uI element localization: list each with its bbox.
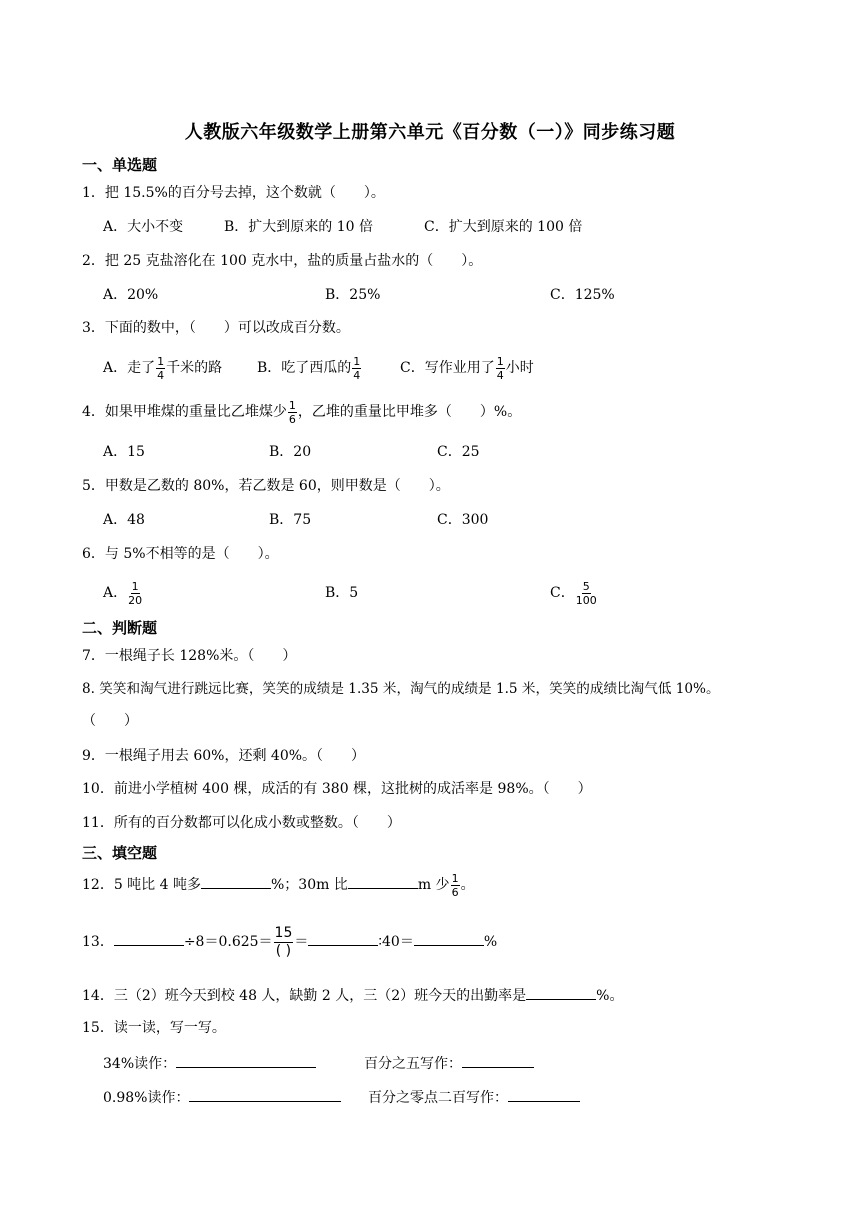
q12-after-blank: m 少 — [417, 877, 450, 893]
q13-text-2: ＝ — [294, 934, 309, 950]
q4-fraction — [288, 400, 297, 425]
answer-blank[interactable] — [176, 1052, 316, 1068]
q6-a-prefix: A． — [103, 585, 128, 601]
fraction-denominator: 6 — [288, 412, 296, 426]
q5-option-c: C．300 — [437, 512, 489, 528]
answer-blank[interactable] — [414, 930, 484, 946]
q3-c-fraction — [496, 356, 505, 381]
fraction-numerator: 1 — [288, 398, 296, 412]
fraction-numerator: 5 — [582, 579, 590, 593]
q4-option-c: C．25 — [437, 444, 480, 460]
q6-c-prefix: C． — [550, 585, 575, 601]
fraction-denominator: 4 — [157, 368, 165, 382]
q12-middle: %；30m 比 — [270, 877, 348, 893]
question-12 — [82, 872, 475, 898]
q15-read-label-1: 34%读作： — [103, 1056, 177, 1072]
question-1: 1．把 15.5%的百分号去掉，这个数就（ ）。 — [82, 185, 385, 201]
q12-fraction — [451, 873, 460, 898]
question-8-line-2: （ ） — [82, 713, 138, 729]
q15-row-1-right — [364, 1052, 534, 1074]
question-2: 2．把 25 克盐溶化在 100 克水中，盐的质量占盐水的（ ）。 — [82, 253, 483, 269]
fraction-numerator: 1 — [157, 354, 165, 368]
question-13 — [82, 922, 497, 962]
fraction-numerator: 1 — [451, 871, 459, 885]
question-8-line-1: 8. 笑笑和淘气进行跳远比赛，笑笑的成绩是 1.35 米，淘气的成绩是 1.5 米，笑笑的成绩比淘气低 10%。 — [82, 681, 720, 697]
q15-row-2-left — [103, 1086, 341, 1108]
fraction-denominator: 100 — [575, 593, 597, 607]
answer-blank[interactable] — [526, 984, 596, 1000]
q6-c-fraction — [576, 581, 597, 606]
q13-text-1: ÷8＝0.625＝ — [183, 934, 273, 950]
answer-blank[interactable] — [189, 1086, 341, 1102]
q3-a-fraction — [156, 356, 165, 381]
q3-c-prefix: C．写作业用了 — [400, 360, 495, 376]
question-9: 9．一根绳子用去 60%，还剩 40%。（ ） — [82, 748, 366, 764]
question-15: 15．读一读，写一写。 — [82, 1020, 226, 1036]
q5-option-a: A．48 — [103, 512, 145, 528]
question-6: 6．与 5%不相等的是（ ）。 — [82, 546, 279, 562]
q4-suffix: ，乙堆的重量比甲堆多（ ）%。 — [297, 404, 522, 420]
q14-suffix: %。 — [596, 988, 624, 1004]
q3-b-fraction — [352, 356, 361, 381]
q14-prefix: 14．三（2）班今天到校 48 人，缺勤 2 人，三（2）班今天的出勤率是 — [82, 988, 527, 1004]
q2-option-c: C．125% — [550, 287, 615, 303]
q3-c-suffix: 小时 — [505, 360, 534, 376]
q2-option-a: A．20% — [103, 287, 159, 303]
q13-text-3: ∶40＝ — [378, 934, 414, 950]
q12-prefix: 12．5 吨比 4 吨多 — [82, 877, 201, 893]
q3-b-prefix: B．吃了西瓜的 — [257, 360, 352, 376]
section-heading-fill-in: 三、填空题 — [82, 844, 158, 862]
q5-option-b: B．75 — [269, 512, 312, 528]
fraction-numerator: 15 — [274, 924, 293, 941]
q2-option-b: B．25% — [325, 287, 381, 303]
fraction-numerator: 1 — [131, 579, 139, 593]
answer-blank[interactable] — [508, 1086, 580, 1102]
q6-option-c — [550, 580, 598, 606]
question-4 — [82, 399, 521, 425]
q1-option-b: B．扩大到原来的 10 倍 — [224, 219, 374, 235]
q1-option-c: C．扩大到原来的 100 倍 — [424, 219, 583, 235]
fraction-numerator: 1 — [353, 354, 361, 368]
q6-option-a — [103, 580, 143, 606]
q1-option-a: A．大小不变 — [103, 219, 184, 235]
question-14 — [82, 984, 623, 1006]
fraction-denominator: 4 — [353, 368, 361, 382]
question-7: 7．一根绳子长 128%米。（ ） — [82, 648, 297, 664]
q15-row-1-left — [103, 1052, 316, 1074]
answer-blank[interactable] — [462, 1052, 534, 1068]
q13-prefix: 13． — [82, 934, 114, 950]
answer-blank[interactable] — [308, 930, 378, 946]
q13-fraction — [274, 926, 294, 959]
q4-option-a: A．15 — [103, 444, 145, 460]
q15-write-label-2: 百分之零点二百写作： — [368, 1090, 508, 1106]
q3-a-prefix: A．走了 — [103, 360, 156, 376]
q6-option-b: B．5 — [325, 585, 359, 601]
fraction-denominator: 4 — [496, 368, 504, 382]
question-3: 3．下面的数中，（ ）可以改成百分数。 — [82, 320, 350, 336]
fraction-numerator: 1 — [496, 354, 504, 368]
q3-a-suffix: 千米的路 — [166, 360, 223, 376]
answer-blank[interactable] — [201, 873, 271, 889]
q3-option-a — [103, 355, 222, 381]
q15-write-label-1: 百分之五写作： — [364, 1056, 462, 1072]
q3-option-b — [257, 355, 362, 381]
fraction-denominator-blank[interactable]: ( ) — [275, 942, 292, 959]
fraction-denominator: 6 — [451, 885, 459, 899]
question-5: 5．甲数是乙数的 80%，若乙数是 60，则甲数是（ ）。 — [82, 478, 450, 494]
q6-a-fraction — [128, 581, 142, 606]
question-11: 11．所有的百分数都可以化成小数或整数。（ ） — [82, 815, 401, 831]
q15-row-2-right — [368, 1086, 580, 1108]
q4-prefix: 4．如果甲堆煤的重量比乙堆煤少 — [82, 404, 287, 420]
page-title: 人教版六年级数学上册第六单元《百分数（一）》同步练习题 — [184, 122, 676, 143]
q3-option-c — [400, 355, 534, 381]
section-heading-true-false: 二、判断题 — [82, 619, 158, 637]
answer-blank[interactable] — [114, 930, 184, 946]
fraction-denominator: 20 — [128, 593, 143, 607]
q12-end: 。 — [460, 877, 475, 893]
section-heading-single-choice: 一、单选题 — [82, 156, 158, 174]
q4-option-b: B．20 — [269, 444, 312, 460]
question-10: 10．前进小学植树 400 棵，成活的有 380 棵，这批树的成活率是 98%。（ ） — [82, 781, 592, 797]
q13-text-4: % — [483, 934, 498, 950]
q15-read-label-2: 0.98%读作： — [103, 1090, 190, 1106]
answer-blank[interactable] — [348, 873, 418, 889]
